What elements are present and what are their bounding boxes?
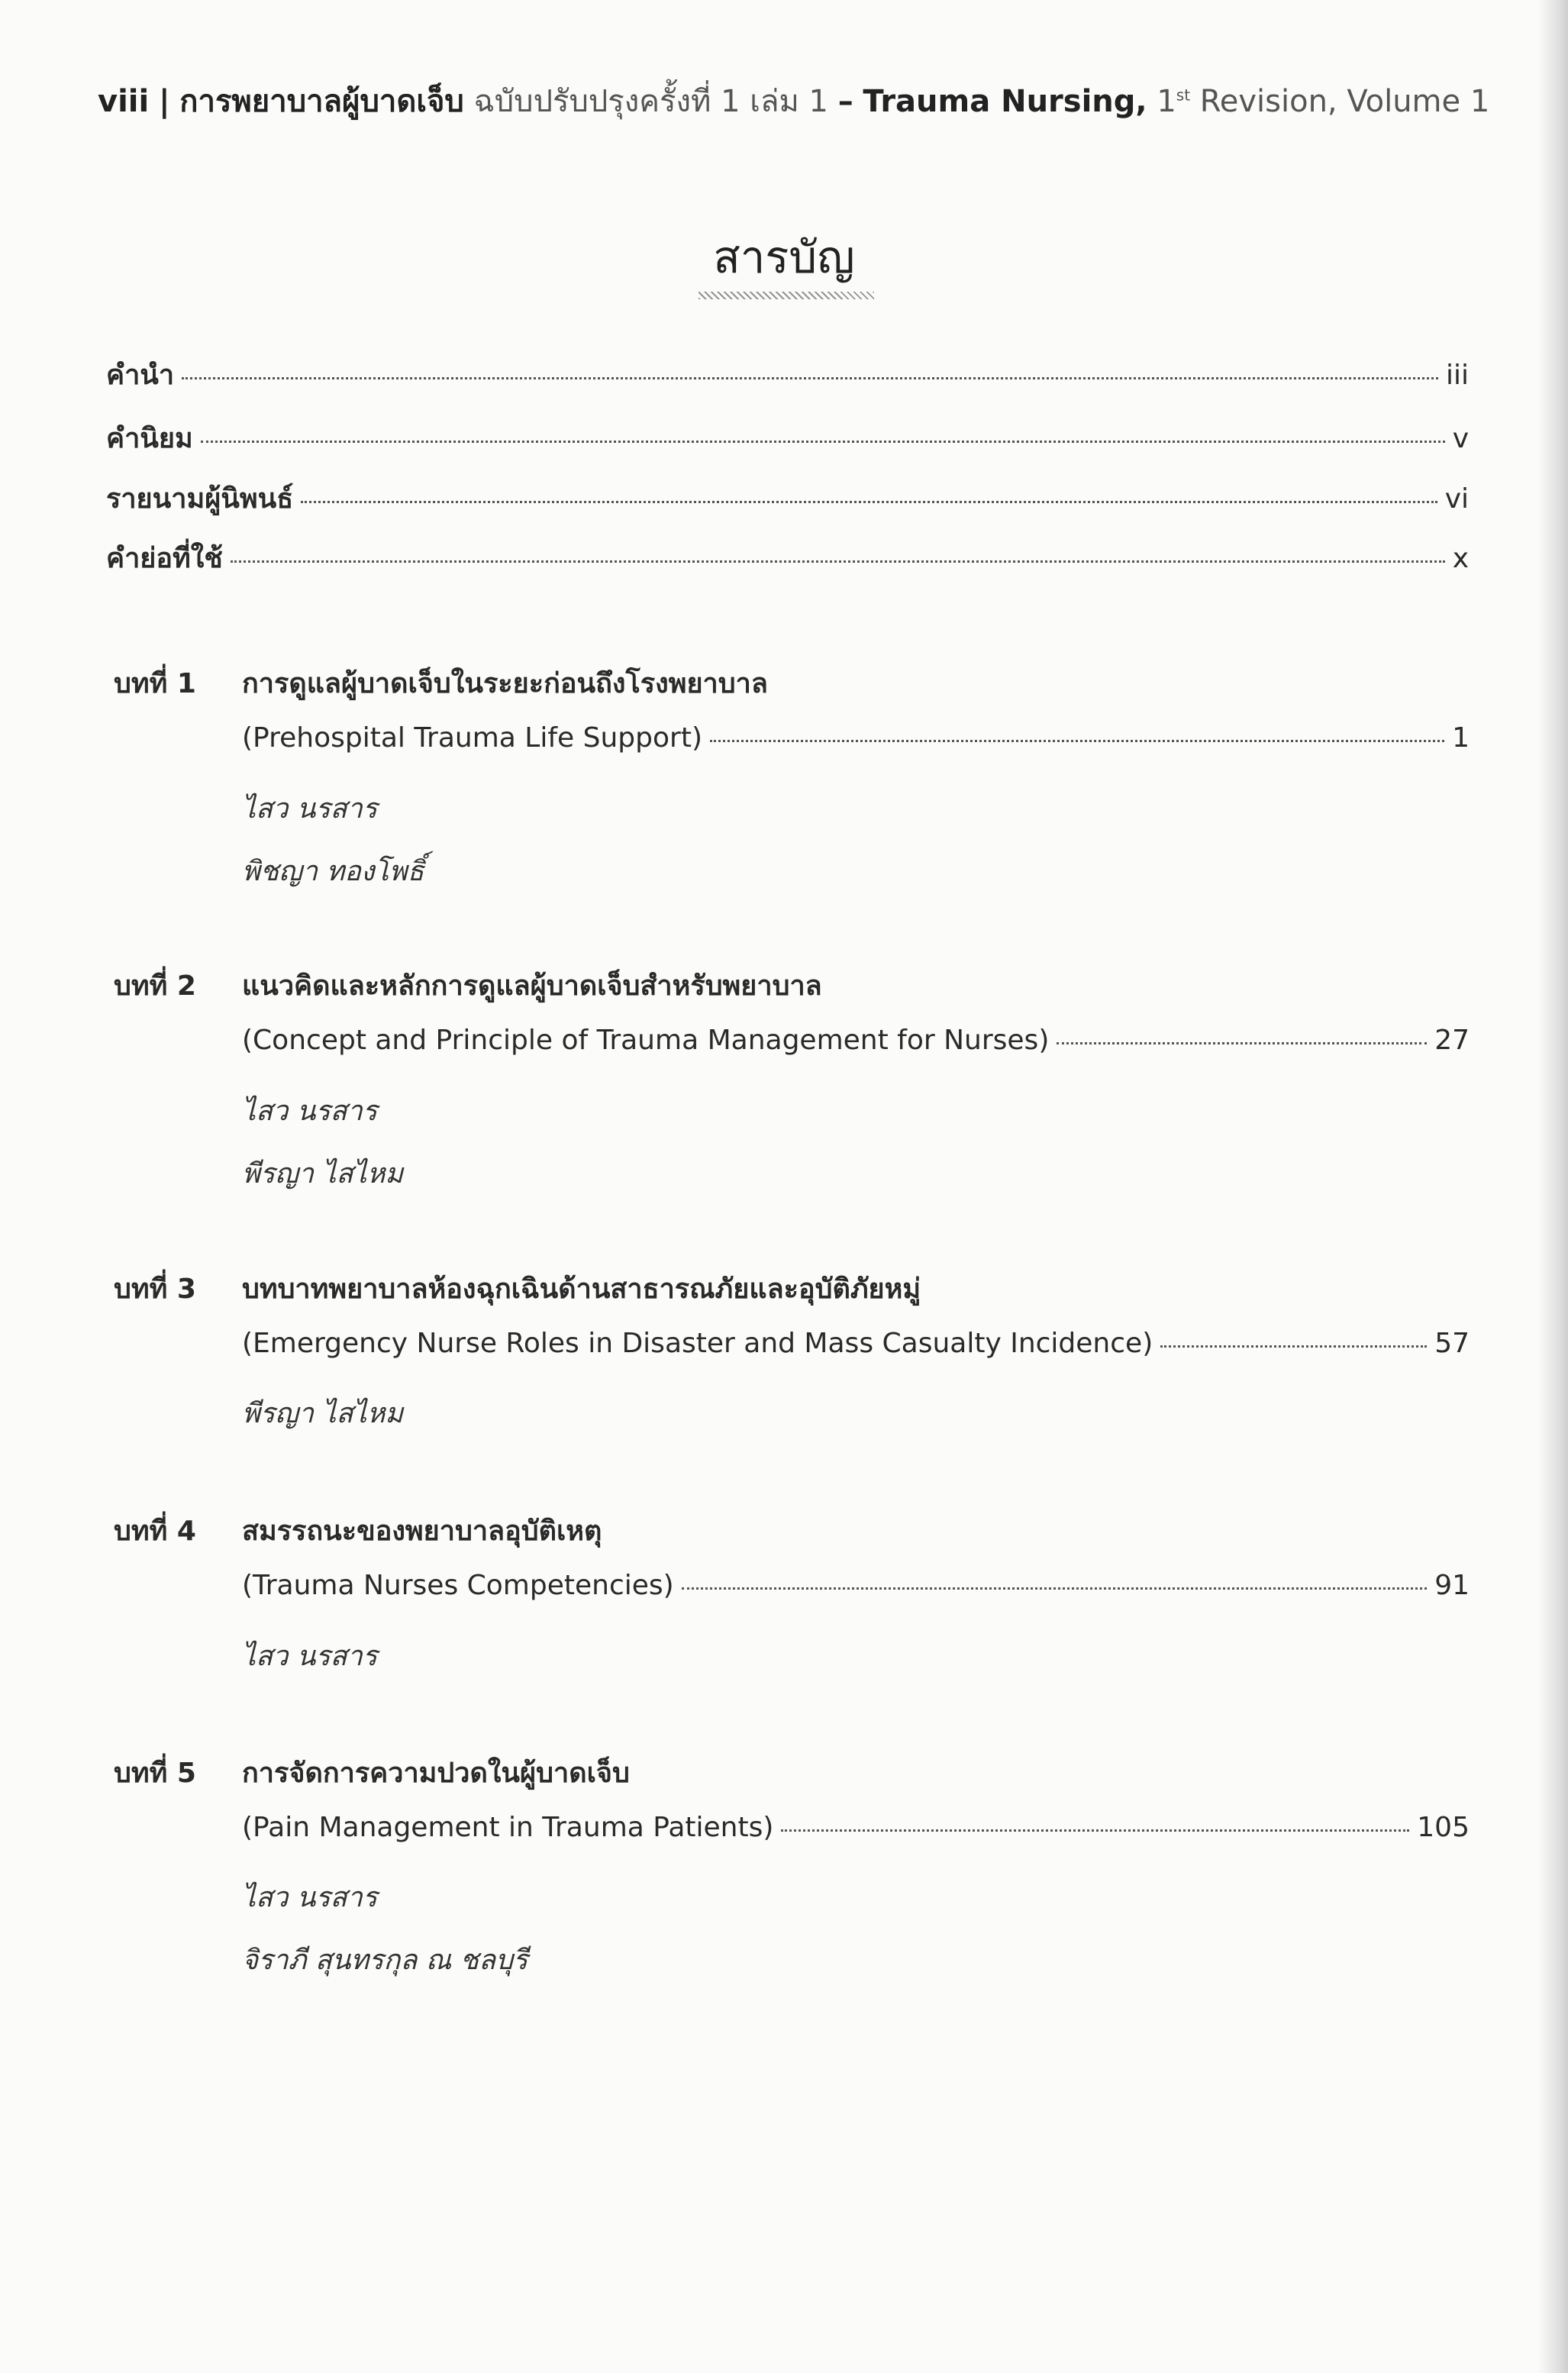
header-separator: |: [158, 84, 170, 119]
toc-page: 91: [1434, 1570, 1470, 1601]
toc-entry-label: คำนิยม: [106, 423, 193, 454]
dot-leader: [710, 740, 1444, 742]
toc-entry-label: คำนำ: [106, 360, 175, 391]
chapter-author: ไสว นรสาร: [242, 1096, 378, 1127]
chapter-author: พีรญา ไสไหม: [242, 1158, 404, 1190]
chapter-entry[interactable]: [242, 1812, 1470, 1843]
chapter-number: บทที่ 3: [114, 1274, 196, 1305]
chapter-author: พิชญา ทองโพธิ์: [242, 856, 424, 887]
chapter-number: บทที่ 5: [114, 1758, 196, 1789]
chapter-title-th[interactable]: บทบาทพยาบาลห้องฉุกเฉินด้านสาธารณภัยและอุบัติภัยหมู่: [242, 1274, 921, 1305]
chapter-number: บทที่ 1: [114, 668, 196, 699]
dot-leader: [301, 501, 1437, 503]
page-title: สารบัญ: [713, 231, 855, 283]
chapter-number: บทที่ 2: [114, 970, 196, 1002]
dot-leader: [1057, 1042, 1427, 1044]
toc-page: iii: [1445, 360, 1469, 391]
toc-entry[interactable]: [106, 353, 1469, 396]
chapter-author: ไสว นรสาร: [242, 1641, 378, 1672]
toc-page: 1: [1452, 722, 1470, 754]
dot-leader: [781, 1829, 1409, 1832]
chapter-entry[interactable]: [242, 1025, 1470, 1056]
toc-page: 57: [1434, 1328, 1470, 1359]
chapter-title-th[interactable]: สมรรถนะของพยาบาลอุบัติเหตุ: [242, 1516, 602, 1547]
chapter-title-en: (Pain Management in Trauma Patients): [242, 1812, 774, 1843]
header-dash: –: [837, 84, 853, 119]
chapter-title-en: (Concept and Principle of Trauma Management for Nurses): [242, 1025, 1050, 1056]
toc-entry-label: คำย่อที่ใช้: [106, 543, 223, 574]
running-header: [98, 76, 1489, 125]
chapter-title-en: (Trauma Nurses Competencies): [242, 1570, 674, 1601]
toc-entry-label: รายนามผู้นิพนธ์: [106, 483, 294, 515]
chapter-author: ไสว นรสาร: [242, 793, 378, 825]
chapter-number: บทที่ 4: [114, 1516, 196, 1547]
toc-page: v: [1452, 423, 1469, 454]
dot-leader: [231, 560, 1445, 563]
chapter-author: ไสว นรสาร: [242, 1882, 378, 1913]
edition-th: ฉบับปรับปรุงครั้งที่ 1 เล่ม 1: [473, 84, 828, 119]
chapter-title-th[interactable]: การดูแลผู้บาดเจ็บในระยะก่อนถึงโรงพยาบาล: [242, 668, 768, 699]
toc-page: x: [1452, 543, 1469, 574]
chapter-title-en: (Emergency Nurse Roles in Disaster and Mass Casualty Incidence): [242, 1328, 1153, 1359]
book-title-th: การพยาบาลผู้บาดเจ็บ: [179, 84, 464, 119]
chapter-author: จิราภี สุนทรกุล ณ ชลบุรี: [242, 1945, 528, 1976]
revision-text: Revision, Volume 1: [1199, 84, 1490, 119]
book-title-en: Trauma Nursing,: [863, 84, 1147, 119]
chapter-entry[interactable]: [242, 1328, 1470, 1359]
toc-entry[interactable]: [106, 536, 1469, 580]
toc-entry[interactable]: [106, 416, 1469, 460]
chapter-entry[interactable]: [242, 1570, 1470, 1601]
toc-entry[interactable]: [106, 476, 1469, 520]
chapter-title-en: (Prehospital Trauma Life Support): [242, 722, 702, 754]
toc-page: 105: [1417, 1812, 1470, 1843]
title-ornament: [699, 292, 874, 299]
toc-page: vi: [1444, 483, 1469, 515]
chapter-author: พีรญา ไสไหม: [242, 1398, 404, 1429]
revision-sup: st: [1176, 86, 1191, 105]
chapter-title-th[interactable]: การจัดการความปวดในผู้บาดเจ็บ: [242, 1758, 630, 1789]
toc-page: 27: [1434, 1025, 1470, 1056]
chapter-title-th[interactable]: แนวคิดและหลักการดูแลผู้บาดเจ็บสำหรับพยาบาล: [242, 970, 822, 1002]
dot-leader: [182, 377, 1438, 379]
dot-leader: [201, 441, 1445, 443]
dot-leader: [682, 1587, 1427, 1590]
revision-number: 1: [1157, 84, 1176, 119]
chapter-entry[interactable]: [242, 722, 1470, 754]
page-edge-shadow: [1537, 0, 1568, 2373]
dot-leader: [1160, 1345, 1427, 1348]
page-number: viii: [98, 84, 150, 119]
